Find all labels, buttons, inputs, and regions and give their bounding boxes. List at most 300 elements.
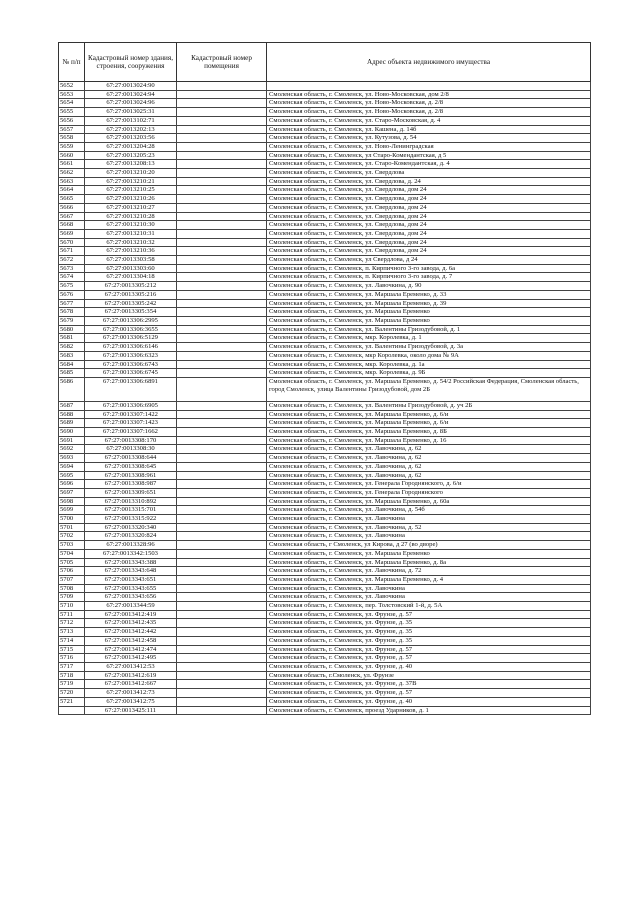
table-row (59, 428, 591, 437)
building-cadastral-number: 67:27:0013025:31 (85, 108, 177, 117)
row-number: 5721 (59, 697, 85, 706)
table-row (59, 299, 591, 308)
table-row (59, 558, 591, 567)
property-table (58, 42, 591, 715)
table-row (59, 82, 591, 91)
table-row (59, 134, 591, 143)
row-number: 5669 (59, 229, 85, 238)
building-cadastral-number: 67:27:0013306:6891 (85, 377, 177, 401)
row-number: 5668 (59, 221, 85, 230)
address-cell: Смоленская область, г. Смоленск, ул. Генерала Городнянского, д. 6/и (267, 480, 591, 489)
table-row (59, 195, 591, 204)
room-cadastral-number (177, 610, 267, 619)
row-number: 5652 (59, 82, 85, 91)
table-row (59, 419, 591, 428)
building-cadastral-number: 67:27:0013210:27 (85, 203, 177, 212)
room-cadastral-number (177, 238, 267, 247)
building-cadastral-number: 67:27:0013315:922 (85, 515, 177, 524)
room-cadastral-number (177, 151, 267, 160)
row-number: 5671 (59, 247, 85, 256)
building-cadastral-number: 67:27:0013343:648 (85, 567, 177, 576)
building-cadastral-number: 67:27:0013309:651 (85, 488, 177, 497)
building-cadastral-number: 67:27:0013306:6743 (85, 360, 177, 369)
row-number: 5682 (59, 343, 85, 352)
building-cadastral-number: 67:27:0013320:824 (85, 532, 177, 541)
building-cadastral-number: 67:27:0013308:645 (85, 462, 177, 471)
address-cell: Смоленская область, г. Смоленск, ул. Лавочкина (267, 593, 591, 602)
building-cadastral-number: 67:27:0013304:18 (85, 273, 177, 282)
address-cell: Смоленская область, г. Смоленск, ул. Маршала Еременко, д. 8Б (267, 428, 591, 437)
table-row (59, 628, 591, 637)
row-number: 5697 (59, 488, 85, 497)
building-cadastral-number: 67:27:0013412:435 (85, 619, 177, 628)
row-number: 5689 (59, 419, 85, 428)
building-cadastral-number: 67:27:0013024:94 (85, 90, 177, 99)
building-cadastral-number: 67:27:0013342:1503 (85, 549, 177, 558)
row-number: 5681 (59, 334, 85, 343)
building-cadastral-number: 67:27:0013024:96 (85, 99, 177, 108)
building-cadastral-number: 67:27:0013306:6905 (85, 401, 177, 410)
address-cell: Смоленская область, г. Смоленск, ул. Маршала Еременко, д. 33 (267, 290, 591, 299)
table-row (59, 410, 591, 419)
header-building-cadastral: Кадастровый номер здания, строения, сооружения (85, 43, 177, 82)
address-cell: Смоленская область, г. Смоленск, ул. Фрунзе, д. 35 (267, 636, 591, 645)
address-cell: Смоленская область, г. Смоленск, ул. Свердлова, дом 24 (267, 203, 591, 212)
row-number: 5711 (59, 610, 85, 619)
row-number: 5688 (59, 410, 85, 419)
building-cadastral-number: 67:27:0013412:495 (85, 654, 177, 663)
document-page (58, 42, 590, 715)
row-number: 5713 (59, 628, 85, 637)
address-cell: Смоленская область, г. Смоленск, ул. Маршала Еременко, д. 6/и (267, 419, 591, 428)
address-cell: Смоленская область, г. Смоленск, ул. Фрунзе, д. 37В (267, 680, 591, 689)
address-cell: Смоленская область, г. Смоленск, ул. Свердлова, дом 24 (267, 186, 591, 195)
room-cadastral-number (177, 360, 267, 369)
table-row (59, 436, 591, 445)
address-cell: Смоленская область, г. Смоленск, ул. Фрунзе, д. 57 (267, 654, 591, 663)
table-row (59, 142, 591, 151)
address-cell: Смоленская область, г. Смоленск, ул. Валентины Гризодубовой, д. 1 (267, 325, 591, 334)
room-cadastral-number (177, 247, 267, 256)
address-cell: Смоленская область, г. Смоленск, ул. Лавочкина, д. 62 (267, 454, 591, 463)
building-cadastral-number: 67:27:0013303:60 (85, 264, 177, 273)
table-row (59, 515, 591, 524)
address-cell: Смоленская область, г. Смоленск, ул. Лавочкина, д. 62 (267, 462, 591, 471)
building-cadastral-number: 67:27:0013024:90 (85, 82, 177, 91)
table-row (59, 488, 591, 497)
building-cadastral-number: 67:27:0013303:58 (85, 256, 177, 265)
row-number: 5691 (59, 436, 85, 445)
building-cadastral-number: 67:27:0013210:21 (85, 177, 177, 186)
building-cadastral-number: 67:27:0013343:388 (85, 558, 177, 567)
row-number: 5714 (59, 636, 85, 645)
address-cell: Смоленская область, г. Смоленск, ул. Лавочкина (267, 515, 591, 524)
room-cadastral-number (177, 334, 267, 343)
room-cadastral-number (177, 541, 267, 550)
table-row (59, 169, 591, 178)
room-cadastral-number (177, 462, 267, 471)
room-cadastral-number (177, 593, 267, 602)
row-number: 5659 (59, 142, 85, 151)
room-cadastral-number (177, 99, 267, 108)
room-cadastral-number (177, 142, 267, 151)
room-cadastral-number (177, 343, 267, 352)
row-number: 5698 (59, 497, 85, 506)
building-cadastral-number: 67:27:0013210:25 (85, 186, 177, 195)
address-cell: Смоленская область, г. Смоленск, мкр. Королевка, д. 9Б (267, 369, 591, 378)
address-cell: Смоленская область, г. Смоленск, ул. Ново-Московская, д. 2/8 (267, 108, 591, 117)
building-cadastral-number: 67:27:0013308:987 (85, 480, 177, 489)
room-cadastral-number (177, 680, 267, 689)
room-cadastral-number (177, 445, 267, 454)
table-row (59, 575, 591, 584)
row-number: 5702 (59, 532, 85, 541)
row-number: 5665 (59, 195, 85, 204)
room-cadastral-number (177, 195, 267, 204)
address-cell: Смоленская область, г. Смоленск, ул. Свердлова, дом 24 (267, 229, 591, 238)
room-cadastral-number (177, 523, 267, 532)
room-cadastral-number (177, 654, 267, 663)
address-cell: Смоленская область, г. Смоленск, ул. Маршала Еременко, д. 60а (267, 497, 591, 506)
table-header (59, 43, 591, 82)
table-row (59, 506, 591, 515)
building-cadastral-number: 67:27:0013308:30 (85, 445, 177, 454)
address-cell: Смоленская область, г. Смоленск, мкр Королевка, около дома № 9А (267, 351, 591, 360)
table-row (59, 351, 591, 360)
row-number: 5700 (59, 515, 85, 524)
table-row (59, 108, 591, 117)
table-row (59, 125, 591, 134)
table-row (59, 256, 591, 265)
row-number: 5707 (59, 575, 85, 584)
room-cadastral-number (177, 497, 267, 506)
building-cadastral-number: 67:27:0013412:667 (85, 680, 177, 689)
address-cell: Смоленская область, г. Смоленск, ул. Лавочкина, д. 72 (267, 567, 591, 576)
row-number: 5653 (59, 90, 85, 99)
room-cadastral-number (177, 308, 267, 317)
table-row (59, 308, 591, 317)
building-cadastral-number: 67:27:0013208:13 (85, 160, 177, 169)
row-number: 5683 (59, 351, 85, 360)
address-cell: Смоленская область, г. Смоленск, ул. Лавочкина, д. 52 (267, 523, 591, 532)
row-number: 5656 (59, 116, 85, 125)
row-number: 5704 (59, 549, 85, 558)
address-cell: Смоленская область, г. Смоленск, ул. Фрунзе, д. 35 (267, 628, 591, 637)
address-cell: Смоленская область, г. Смоленск, ул Свердлова, д 24 (267, 256, 591, 265)
building-cadastral-number: 67:27:0013306:5129 (85, 334, 177, 343)
room-cadastral-number (177, 316, 267, 325)
building-cadastral-number: 67:27:0013306:6745 (85, 369, 177, 378)
address-cell: Смоленская область, г. Смоленск, ул. Ново-Московская, дом 2/8 (267, 90, 591, 99)
address-cell: Смоленская область, г. Смоленск, ул. Маршала Еременко, д. 54/2 Российская Федерация, Смоленская область, город Смоленск, улица Валентины Гризодубовой, дом 2Б (267, 377, 591, 401)
building-cadastral-number: 67:27:0013305:216 (85, 290, 177, 299)
table-row (59, 316, 591, 325)
row-number: 5701 (59, 523, 85, 532)
building-cadastral-number: 67:27:0013343:651 (85, 575, 177, 584)
building-cadastral-number: 67:27:0013306:3655 (85, 325, 177, 334)
table-row (59, 377, 591, 401)
room-cadastral-number (177, 90, 267, 99)
row-number: 5674 (59, 273, 85, 282)
address-cell: Смоленская область, г. Смоленск, ул. Ново-Ленинградская (267, 142, 591, 151)
row-number: 5680 (59, 325, 85, 334)
row-number: 5654 (59, 99, 85, 108)
room-cadastral-number (177, 351, 267, 360)
address-cell: Смоленская область, г. Смоленск, ул. Лавочкина (267, 532, 591, 541)
address-cell: Смоленская область, г. Смоленск, ул. Свердлова, д. 24 (267, 177, 591, 186)
room-cadastral-number (177, 82, 267, 91)
address-cell: Смоленская область, г. Смоленск, ул. Фрунзе, д. 57 (267, 689, 591, 698)
table-row (59, 247, 591, 256)
address-cell: Смоленская область, г. Смоленск, ул. Старо-Комендантская, д. 4 (267, 160, 591, 169)
address-cell: Смоленская область, г. Смоленск, ул. Маршала Еременко, д. 16 (267, 436, 591, 445)
table-row (59, 567, 591, 576)
row-number: 5685 (59, 369, 85, 378)
row-number: 5662 (59, 169, 85, 178)
row-number: 5705 (59, 558, 85, 567)
address-cell: Смоленская область, г. Смоленск, ул. Свердлова, дом 24 (267, 221, 591, 230)
table-row (59, 160, 591, 169)
room-cadastral-number (177, 134, 267, 143)
row-number (59, 706, 85, 715)
room-cadastral-number (177, 256, 267, 265)
table-row (59, 706, 591, 715)
building-cadastral-number: 67:27:0013328:96 (85, 541, 177, 550)
address-cell: Смоленская область, г. Смоленск, ул. Валентины Гризодубовой, д. уч 2Б (267, 401, 591, 410)
address-cell: Смоленская область, г. Смоленск, проезд Ударников, д. 1 (267, 706, 591, 715)
building-cadastral-number: 67:27:0013210:20 (85, 169, 177, 178)
table-row (59, 480, 591, 489)
room-cadastral-number (177, 229, 267, 238)
building-cadastral-number: 67:27:0013320:340 (85, 523, 177, 532)
table-row (59, 462, 591, 471)
table-row (59, 229, 591, 238)
table-row (59, 654, 591, 663)
room-cadastral-number (177, 645, 267, 654)
address-cell: Смоленская область, г Смоленск, ул Кирова, д 27 (во дворе) (267, 541, 591, 550)
table-row (59, 343, 591, 352)
building-cadastral-number: 67:27:0013425:111 (85, 706, 177, 715)
row-number: 5676 (59, 290, 85, 299)
room-cadastral-number (177, 515, 267, 524)
table-row (59, 273, 591, 282)
row-number: 5715 (59, 645, 85, 654)
room-cadastral-number (177, 212, 267, 221)
row-number: 5712 (59, 619, 85, 628)
room-cadastral-number (177, 273, 267, 282)
table-row (59, 151, 591, 160)
address-cell: Смоленская область, г. Смоленск, ул. Маршала Еременко (267, 316, 591, 325)
table-row (59, 186, 591, 195)
row-number: 5684 (59, 360, 85, 369)
address-cell: Смоленская область, г. Смоленск, пер. Толстовский 1-й, д. 5А (267, 602, 591, 611)
building-cadastral-number: 67:27:0013210:32 (85, 238, 177, 247)
table-row (59, 619, 591, 628)
building-cadastral-number: 67:27:0013344:59 (85, 602, 177, 611)
row-number: 5675 (59, 282, 85, 291)
table-row (59, 584, 591, 593)
table-row (59, 663, 591, 672)
address-cell: Смоленская область, г. Смоленск, ул. Лавочкина, д. 62 (267, 471, 591, 480)
building-cadastral-number: 67:27:0013210:31 (85, 229, 177, 238)
table-body (59, 82, 591, 715)
table-row (59, 290, 591, 299)
header-room-cadastral: Кадастровый номер помещения (177, 43, 267, 82)
table-row (59, 541, 591, 550)
row-number: 5678 (59, 308, 85, 317)
table-row (59, 325, 591, 334)
building-cadastral-number: 67:27:0013210:30 (85, 221, 177, 230)
building-cadastral-number: 67:27:0013306:6146 (85, 343, 177, 352)
room-cadastral-number (177, 325, 267, 334)
building-cadastral-number: 67:27:0013307:1422 (85, 410, 177, 419)
table-row (59, 549, 591, 558)
table-row (59, 360, 591, 369)
table-row (59, 282, 591, 291)
room-cadastral-number (177, 108, 267, 117)
row-number: 5670 (59, 238, 85, 247)
address-cell: Смоленская область, г. Смоленск, ул. Лавочкина (267, 584, 591, 593)
building-cadastral-number: 67:27:0013210:36 (85, 247, 177, 256)
row-number: 5693 (59, 454, 85, 463)
row-number: 5699 (59, 506, 85, 515)
row-number: 5703 (59, 541, 85, 550)
building-cadastral-number: 67:27:0013307:1662 (85, 428, 177, 437)
address-cell: Смоленская область, г. Смоленск, ул. Маршала Еременко, д. 6/и (267, 410, 591, 419)
table-row (59, 636, 591, 645)
building-cadastral-number: 67:27:0013305:242 (85, 299, 177, 308)
room-cadastral-number (177, 419, 267, 428)
row-number: 5673 (59, 264, 85, 273)
table-row (59, 697, 591, 706)
table-row (59, 212, 591, 221)
table-row (59, 369, 591, 378)
room-cadastral-number (177, 549, 267, 558)
building-cadastral-number: 67:27:0013315:701 (85, 506, 177, 515)
table-row (59, 645, 591, 654)
address-cell: Смоленская область, г. Смоленск, ул. Ново-Московская, д. 2/8 (267, 99, 591, 108)
row-number: 5717 (59, 663, 85, 672)
row-number: 5710 (59, 602, 85, 611)
row-number: 5708 (59, 584, 85, 593)
row-number: 5687 (59, 401, 85, 410)
address-cell: Смоленская область, г. Смоленск, ул. Фрунзе, д. 57 (267, 645, 591, 654)
building-cadastral-number: 67:27:0013343:655 (85, 584, 177, 593)
table-row (59, 99, 591, 108)
address-cell: Смоленская область, г. Смоленск, ул. Свердлова, дом 24 (267, 195, 591, 204)
building-cadastral-number: 67:27:0013412:458 (85, 636, 177, 645)
table-row (59, 221, 591, 230)
building-cadastral-number: 67:27:0013308:961 (85, 471, 177, 480)
building-cadastral-number: 67:27:0013412:442 (85, 628, 177, 637)
room-cadastral-number (177, 401, 267, 410)
building-cadastral-number: 67:27:0013306:2995 (85, 316, 177, 325)
address-cell: Смоленская область, г. Смоленск, мкр. Королевка, д. 1 (267, 334, 591, 343)
room-cadastral-number (177, 671, 267, 680)
address-cell: Смоленская область, г. Смоленск, ул. Лавочкина, д. 62 (267, 445, 591, 454)
address-cell (267, 82, 591, 91)
building-cadastral-number: 67:27:0013412:53 (85, 663, 177, 672)
row-number: 5657 (59, 125, 85, 134)
room-cadastral-number (177, 116, 267, 125)
row-number: 5695 (59, 471, 85, 480)
table-row (59, 90, 591, 99)
address-cell: Смоленская область, г. Смоленск, ул. Маршала Еременко (267, 549, 591, 558)
table-row (59, 680, 591, 689)
address-cell: Смоленская область, г. Смоленск, ул. Свердлова, дом 24 (267, 247, 591, 256)
room-cadastral-number (177, 663, 267, 672)
building-cadastral-number: 67:27:0013306:6323 (85, 351, 177, 360)
table-row (59, 523, 591, 532)
room-cadastral-number (177, 177, 267, 186)
room-cadastral-number (177, 454, 267, 463)
address-cell: Смоленская область, г. Смоленск, ул. Лавочкина, д. 54б (267, 506, 591, 515)
row-number: 5720 (59, 689, 85, 698)
room-cadastral-number (177, 567, 267, 576)
room-cadastral-number (177, 471, 267, 480)
building-cadastral-number: 67:27:0013412:73 (85, 689, 177, 698)
address-cell: Смоленская область, г. Смоленск, ул. Кутузова, д. 54 (267, 134, 591, 143)
row-number: 5679 (59, 316, 85, 325)
row-number: 5706 (59, 567, 85, 576)
address-cell: Смоленская область, г. Смоленск, ул. Старо-Московская, д. 4 (267, 116, 591, 125)
table-row (59, 116, 591, 125)
address-cell: Смоленская область, г. Смоленск, ул. Фрунзе, д. 57 (267, 610, 591, 619)
building-cadastral-number: 67:27:0013308:644 (85, 454, 177, 463)
row-number: 5661 (59, 160, 85, 169)
room-cadastral-number (177, 410, 267, 419)
row-number: 5690 (59, 428, 85, 437)
header-num: № п/п (59, 43, 85, 82)
address-cell: Смоленская область, г. Смоленск, ул Старо-Комендантская, д 5 (267, 151, 591, 160)
room-cadastral-number (177, 636, 267, 645)
building-cadastral-number: 67:27:0013305:354 (85, 308, 177, 317)
table-row (59, 238, 591, 247)
room-cadastral-number (177, 488, 267, 497)
row-number: 5719 (59, 680, 85, 689)
room-cadastral-number (177, 697, 267, 706)
room-cadastral-number (177, 706, 267, 715)
table-row (59, 671, 591, 680)
address-cell: Смоленская область, г. Смоленск, п. Кирпичного 3-го завода, д. 6а (267, 264, 591, 273)
room-cadastral-number (177, 436, 267, 445)
room-cadastral-number (177, 203, 267, 212)
building-cadastral-number: 67:27:0013307:1423 (85, 419, 177, 428)
room-cadastral-number (177, 169, 267, 178)
building-cadastral-number: 67:27:0013305:212 (85, 282, 177, 291)
address-cell: Смоленская область, г. Смоленск, ул. Свердлова (267, 169, 591, 178)
address-cell: Смоленская область, г. Смоленск, п. Кирпичного 3-го завода, д. 7 (267, 273, 591, 282)
table-row (59, 454, 591, 463)
table-row (59, 610, 591, 619)
room-cadastral-number (177, 575, 267, 584)
row-number: 5660 (59, 151, 85, 160)
table-row (59, 445, 591, 454)
room-cadastral-number (177, 628, 267, 637)
room-cadastral-number (177, 186, 267, 195)
row-number: 5692 (59, 445, 85, 454)
building-cadastral-number: 67:27:0013412:419 (85, 610, 177, 619)
address-cell: Смоленская область, г. Смоленск, ул. Свердлова, дом 24 (267, 238, 591, 247)
room-cadastral-number (177, 506, 267, 515)
table-row (59, 177, 591, 186)
building-cadastral-number: 67:27:0013310:892 (85, 497, 177, 506)
building-cadastral-number: 67:27:0013203:56 (85, 134, 177, 143)
address-cell: Смоленская область, г. Смоленск, ул. Фрунзе, д. 35 (267, 619, 591, 628)
header-address: Адрес объекта недвижимого имущества (267, 43, 591, 82)
table-row (59, 264, 591, 273)
building-cadastral-number: 67:27:0013308:170 (85, 436, 177, 445)
